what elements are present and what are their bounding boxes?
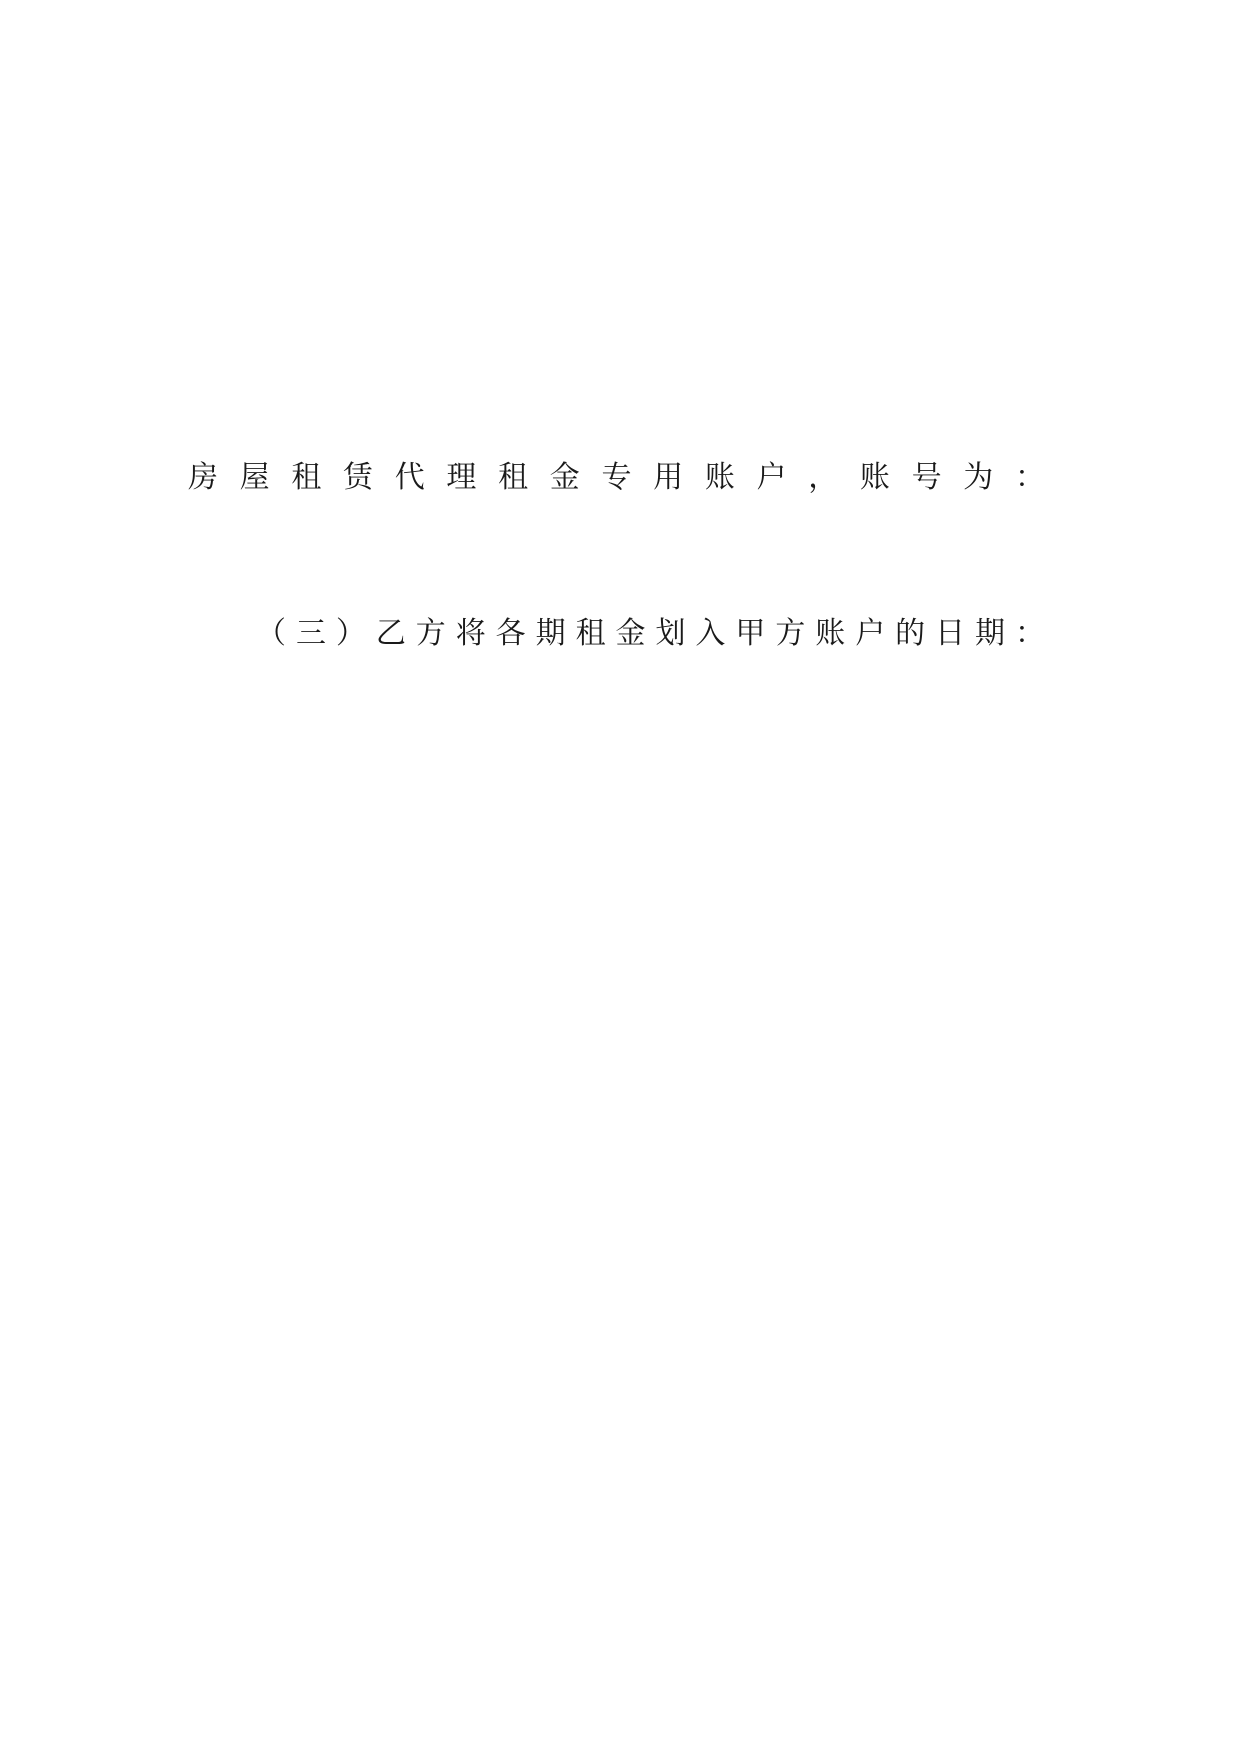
text-line: [188, 978, 1048, 1018]
article-heading: [256, 198, 1048, 238]
article-heading: [256, 718, 1048, 758]
text-line: [256, 250, 1048, 290]
text-line: [188, 822, 1048, 862]
text-line: [188, 1082, 1048, 1122]
text-line: [256, 1238, 1048, 1278]
text-line: [188, 406, 1048, 446]
text-line: [256, 354, 1048, 394]
article-heading: [256, 1186, 1048, 1226]
text-line: [188, 1134, 1048, 1174]
text-line: [188, 1030, 1048, 1070]
text-line: [256, 1346, 1048, 1386]
text-line: [188, 1290, 1048, 1330]
text-line: [188, 562, 1048, 602]
text-line: [188, 510, 1048, 550]
text-line: [256, 770, 1048, 810]
article-heading: [256, 874, 1048, 914]
text-line: [188, 146, 1048, 186]
text-line: [188, 302, 1048, 342]
text-line: [188, 666, 1048, 706]
text-line: （三）乙方将各期租金划入甲方账户的日期：: [256, 616, 1048, 651]
text-line: [256, 926, 1048, 966]
text-line: 房屋租赁代理租金专用账户，账号为：: [188, 460, 1048, 495]
